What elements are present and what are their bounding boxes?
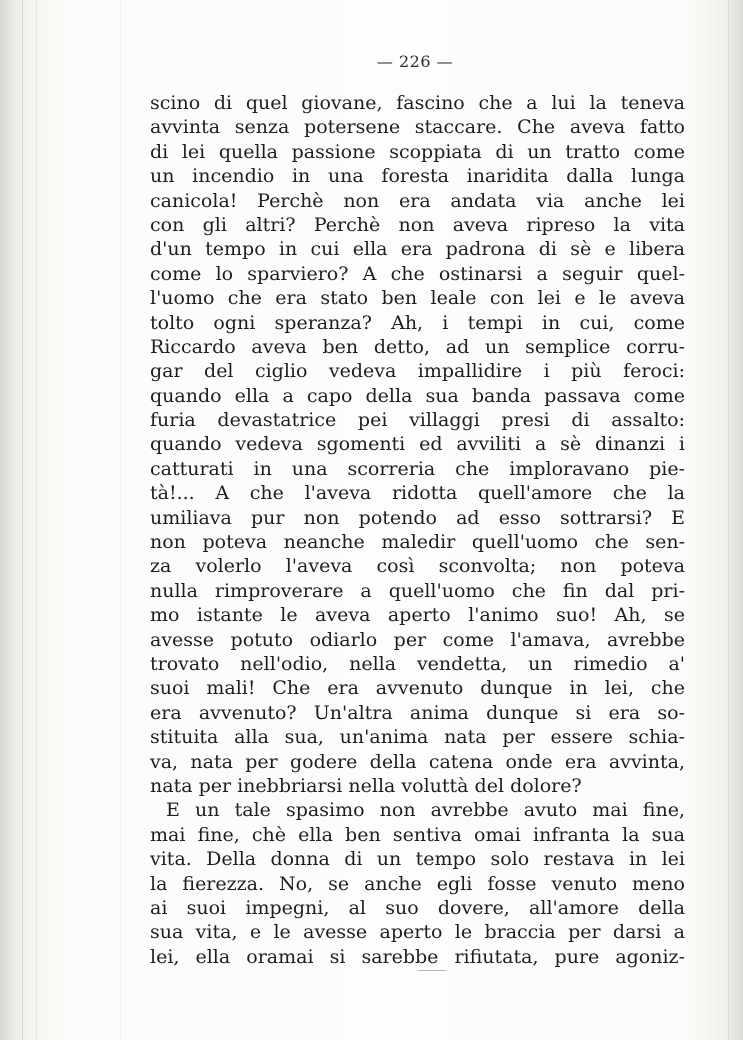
text-line: va, nata per godere della catena onde era avvinta, <box>150 750 685 773</box>
text-line: la fierezza. No, se anche egli fosse venuto meno <box>150 872 685 895</box>
paragraph-start-line: E un tale spasimo non avrebbe avuto mai fine, <box>166 799 685 822</box>
text-line: era avvenuto? Un'altra anima dunque si era so- <box>150 701 685 724</box>
page-edge-line <box>728 0 729 1040</box>
page-crease-line <box>120 0 121 1040</box>
text-line: un incendio in una foresta inaridita dalla lunga <box>150 165 685 188</box>
binding-shadow-line <box>22 0 23 1040</box>
text-line: za volerlo l'aveva così sconvolta; non poteva <box>150 555 685 578</box>
text-line: catturati in una scorreria che imploravano pie- <box>150 457 685 480</box>
text-line: mai fine, chè ella ben sentiva omai infranta la sua <box>150 823 685 846</box>
body-text <box>150 91 685 969</box>
text-line: tà!... A che l'aveva ridotta quell'amore che la <box>150 482 685 505</box>
text-line: quando vedeva sgomenti ed avviliti a sè dinanzi i <box>150 433 685 456</box>
paper-mark <box>418 970 446 971</box>
text-line: umiliava pur non potendo ad esso sottrarsi? E <box>150 506 685 529</box>
text-line: di lei quella passione scoppiata di un tratto come <box>150 140 685 163</box>
text-line: scino di quel giovane, fascino che a lui la teneva <box>150 92 685 114</box>
text-line: d'un tempo in cui ella era padrona di sè e libera <box>150 238 685 261</box>
text-line: Riccardo aveva ben detto, ad un semplice corru- <box>150 335 685 358</box>
text-line: canicola! Perchè non era andata via anche lei <box>150 189 685 212</box>
text-line: con gli altri? Perchè non aveva ripreso la vita <box>150 213 685 236</box>
text-line: suoi mali! Che era avvenuto dunque in lei, che <box>150 677 685 700</box>
text-line: vita. Della donna di un tempo solo restava in lei <box>150 848 685 871</box>
text-line: trovato nell'odio, nella vendetta, un rimedio a' <box>150 652 685 675</box>
text-line: avvinta senza potersene staccare. Che aveva fatto <box>150 116 685 139</box>
text-line: come lo sparviero? A che ostinarsi a seguir quel- <box>150 262 685 285</box>
text-line: gar del ciglio vedeva impallidire i più feroci: <box>150 360 685 383</box>
binding-shadow-line <box>36 0 37 1040</box>
text-line: avesse potuto odiarlo per come l'amava, avrebbe <box>150 628 685 651</box>
text-line: nulla rimproverare a quell'uomo che fin dal pri- <box>150 579 685 602</box>
text-line: tolto ogni speranza? Ah, i tempi in cui, come <box>150 311 685 334</box>
text-line: sua vita, e le avesse aperto le braccia per darsi a <box>150 921 685 944</box>
text-line: quando ella a capo della sua banda passava come <box>150 384 685 407</box>
text-line: stituita alla sua, un'anima nata per essere schia- <box>150 726 685 749</box>
text-line: lei, ella oramai si sarebbe rifiutata, pure agoniz- <box>150 945 685 968</box>
text-line: mo istante le aveva aperto l'animo suo! Ah, se <box>150 604 685 627</box>
text-line: ai suoi impegni, al suo dovere, all'amore della <box>150 896 685 919</box>
text-line: non poteva neanche maledir quell'uomo che sen- <box>150 531 685 554</box>
text-line: furia devastatrice pei villaggi presi di assalto: <box>150 409 685 432</box>
page-number: — 226 — <box>376 52 454 71</box>
text-line: l'uomo che era stato ben leale con lei e le aveva <box>150 287 685 310</box>
paragraph-end-line: nata per inebbriarsi nella voluttà del dolore? <box>150 774 582 797</box>
